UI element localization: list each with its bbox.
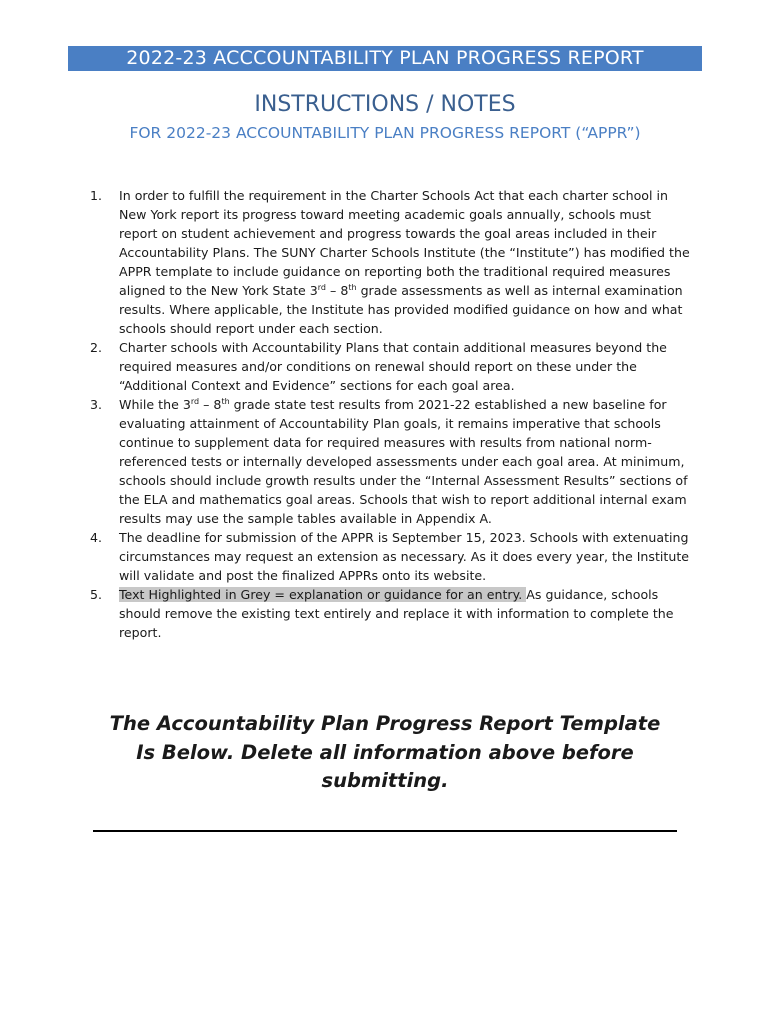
divider-line: [93, 830, 677, 832]
list-item-number: 5.: [90, 587, 103, 602]
list-item-text: While the 3rd – 8th grade state test results from 2021-22 established a new baseline for evaluating attainment of Accountability Plan goals, it remains imperative that schools continue to supplement data for required measures with results from national norm-referenced tests or internally developed assessments under each goal area. At minimum, schools should include growth results under the “Internal Assessment Results” sections of the ELA and mathematics goal areas. Schools that wish to report additional internal exam results may use the sample tables available in Appendix A.: [119, 396, 688, 526]
grey-highlight-text: Text Highlighted in Grey = explanation or guidance for an entry.: [119, 587, 527, 602]
list-item-number: 1.: [90, 188, 103, 203]
list-item-number: 4.: [90, 530, 103, 545]
list-item-number: 3.: [90, 397, 103, 412]
list-item-text: In order to fulfill the requirement in the Charter Schools Act that each charter school in New York report its progress toward meeting academic goals annually, schools must report on student achievement and progress towards the goal areas included in their Accountability Plans. The SUNY Charter Schools Institute (the “Institute”) has modified the APPR template to include guidance on reporting both the traditional required measures aligned to the New York State 3rd – 8th grade assessments as well as internal examination results. Where applicable, the Institute has provided modified guidance on how and what schools should report under each section.: [119, 188, 690, 336]
page-subtitle: FOR 2022-23 ACCOUNTABILITY PLAN PROGRESS REPORT (“APPR”): [129, 124, 641, 142]
list-item: [90, 395, 690, 528]
list-item: [90, 186, 690, 338]
template-below-notice: The Accountability Plan Progress Report Template Is Below. Delete all information above before submitting.: [109, 712, 661, 792]
list-item: [90, 585, 690, 642]
list-item: [90, 338, 690, 395]
list-item-number: 2.: [90, 340, 103, 355]
instructions-list: [90, 186, 690, 642]
page-title: INSTRUCTIONS / NOTES: [254, 92, 516, 117]
report-banner: 2022-23 ACCCOUNTABILITY PLAN PROGRESS REPORT: [68, 46, 702, 71]
list-item-text: The deadline for submission of the APPR is September 15, 2023. Schools with extenuating circumstances may request an extension as necessary. As it does every year, the Institute will validate and post the finalized APPRs onto its website.: [119, 530, 690, 583]
list-item-text: Charter schools with Accountability Plans that contain additional measures beyond the required measures and/or conditions on renewal should report on these under the “Additional Context and Evidence” sections for each goal area.: [119, 340, 667, 393]
list-item: [90, 528, 690, 585]
list-item-text: Text Highlighted in Grey = explanation or guidance for an entry. As guidance, schools should remove the existing text entirely and replace it with information to complete the report.: [119, 587, 674, 640]
